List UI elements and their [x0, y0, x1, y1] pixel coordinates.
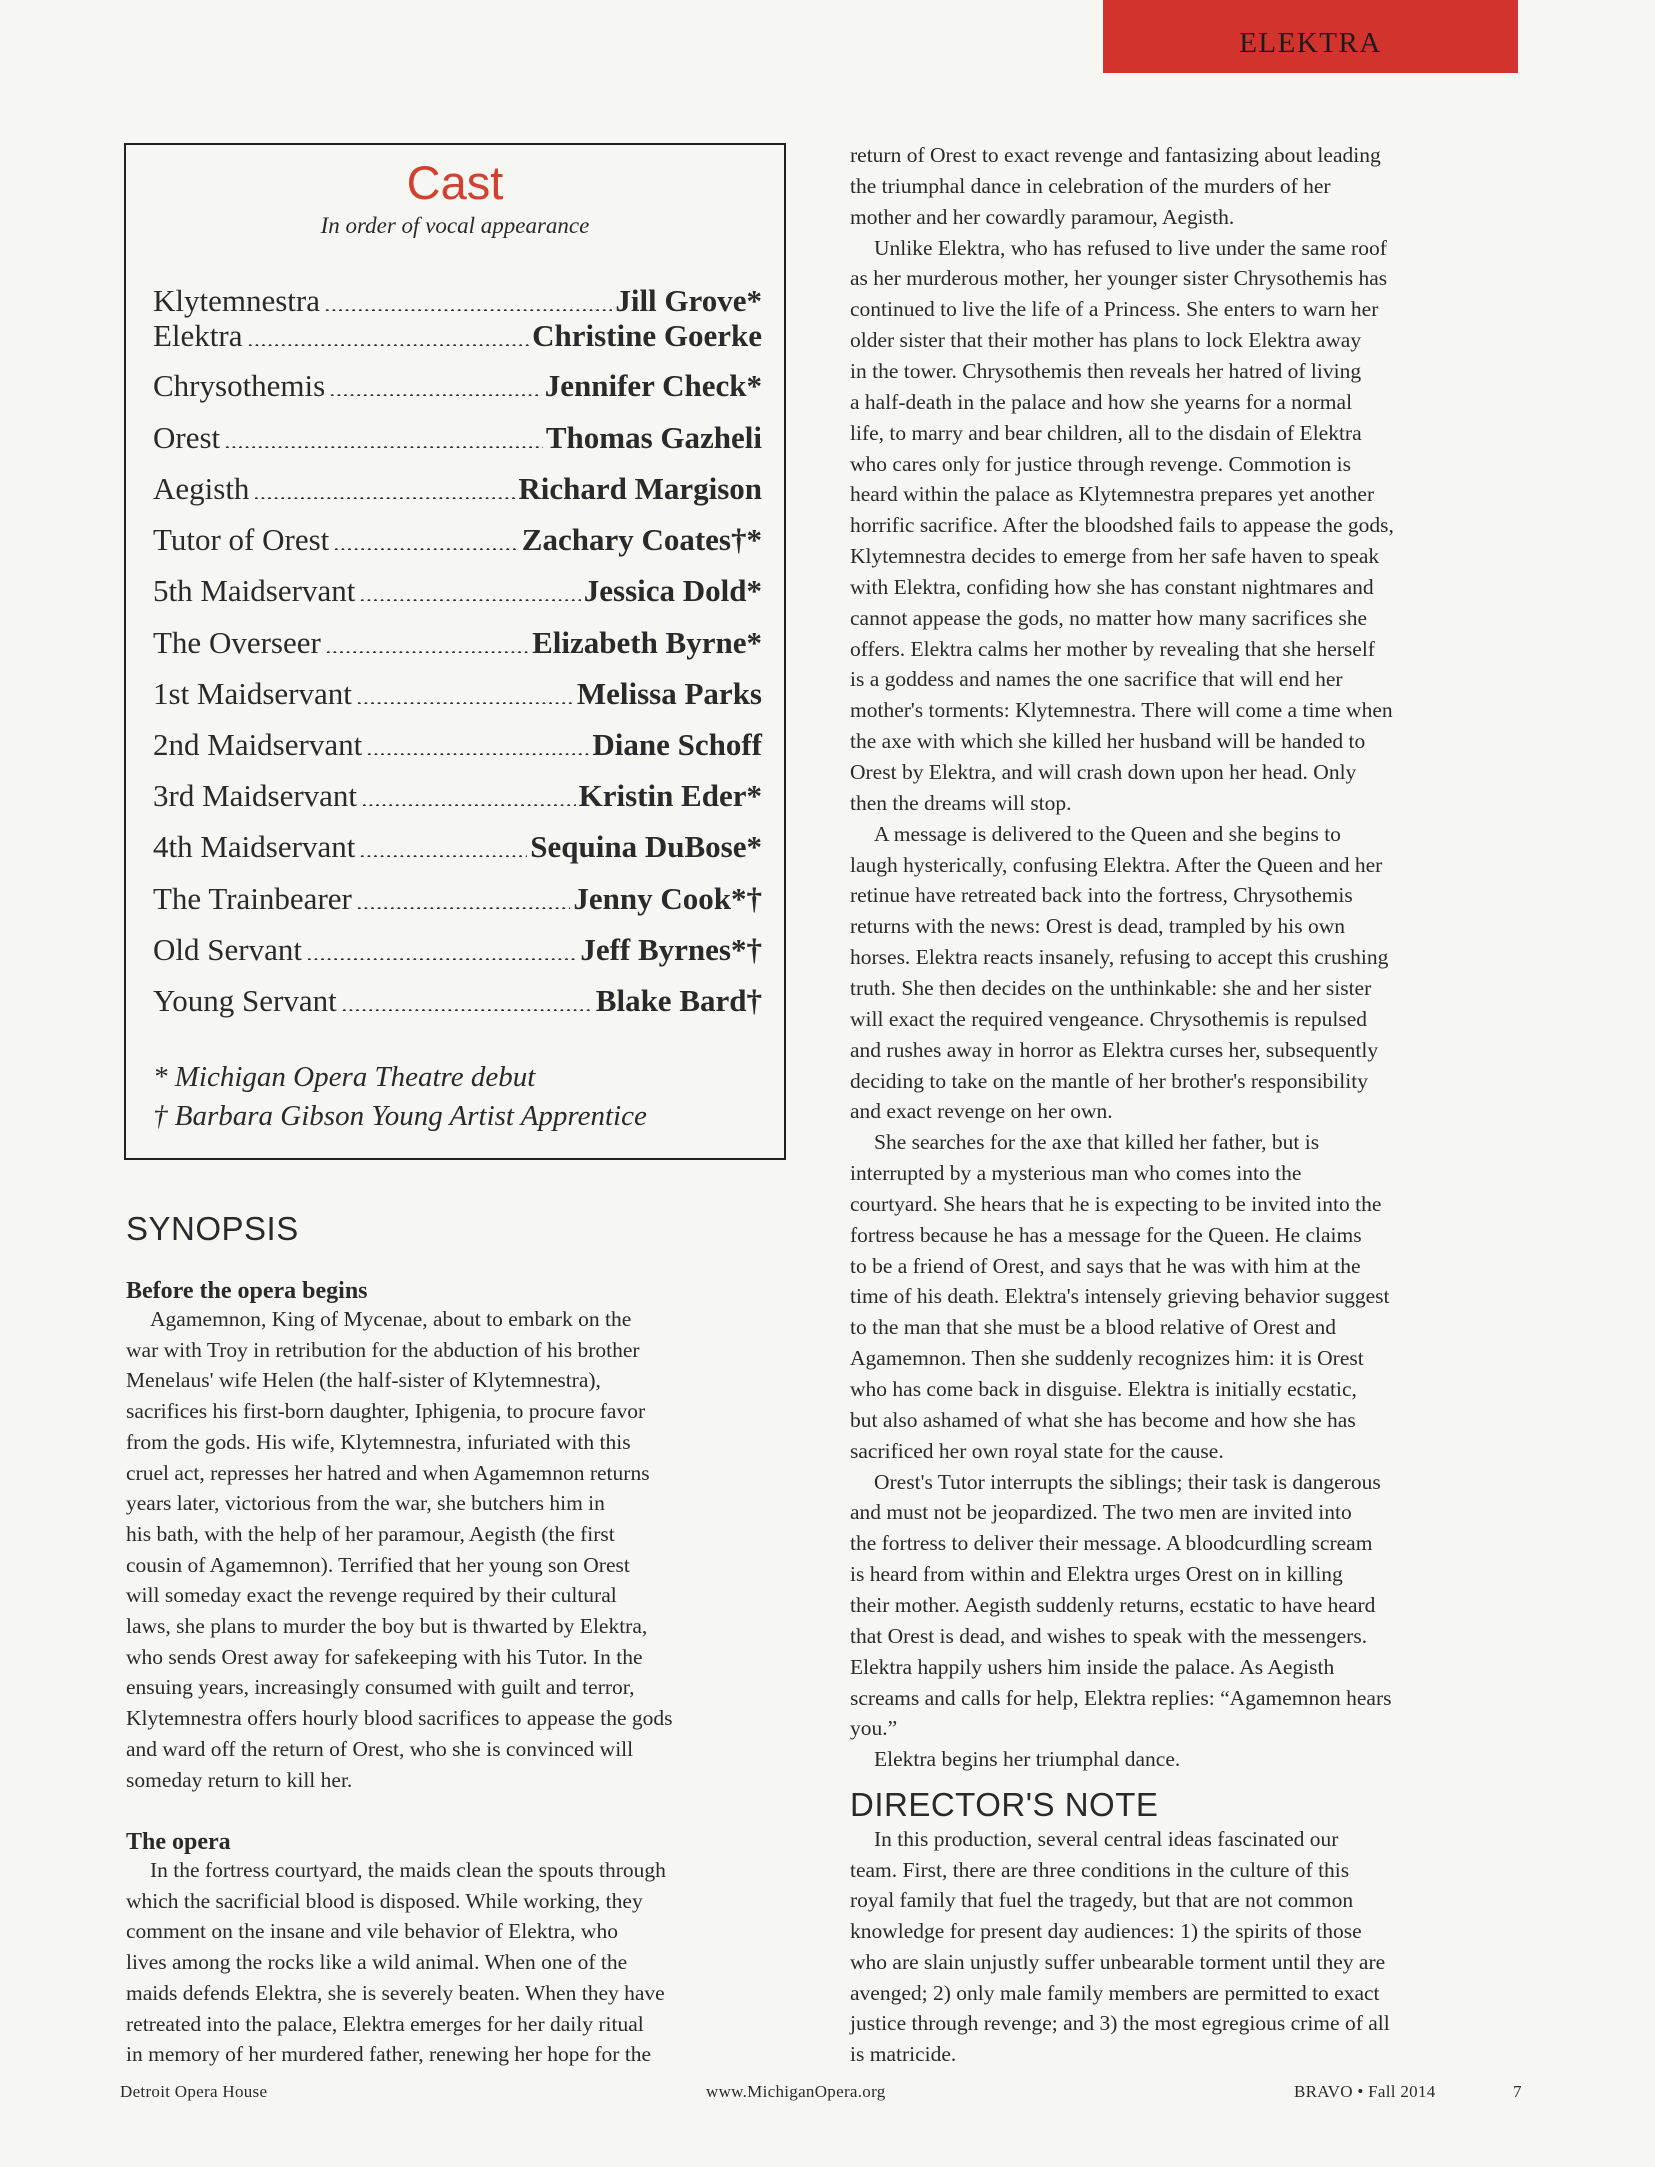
cast-subtitle: In order of vocal appearance	[320, 213, 590, 238]
dot-leader	[341, 1009, 593, 1011]
cast-actor: Kristin Eder*	[578, 778, 762, 813]
text-line: the triumphal dance in celebration of the murders of her	[850, 173, 1331, 198]
text-line: ensuing years, increasingly consumed with guilt and terror,	[126, 1675, 635, 1700]
text-line: offers. Elektra calms her mother by revealing that she herself	[850, 636, 1375, 661]
text-line: is matricide.	[850, 2041, 957, 2066]
text-line: and exact revenge on her own.	[850, 1099, 1113, 1124]
cast-note-debut: * Michigan Opera Theatre debut	[153, 1061, 536, 1093]
text-line: knowledge for present day audiences: 1) the spirits of those	[850, 1919, 1362, 1944]
text-line: horrific sacrifice. After the bloodshed fails to appease the gods,	[850, 513, 1394, 538]
text-line: to be a friend of Orest, and says that he was with him at the	[850, 1253, 1361, 1278]
cast-role: 4th Maidservant	[153, 829, 356, 864]
cast-actor: Diane Schoff	[592, 727, 762, 762]
cast-actor: Jenny Cook*†	[573, 881, 762, 916]
text-line: and rushes away in horror as Elektra curses her, subsequently	[850, 1037, 1379, 1062]
text-line: cousin of Agamemnon). Terrified that her young son Orest	[126, 1552, 630, 1577]
text-line: mother's torments: Klytemnestra. There will come a time when	[850, 698, 1393, 723]
cast-row	[153, 370, 762, 401]
dot-leader	[359, 599, 580, 601]
text-line: but also ashamed of what she has become and how she has	[850, 1407, 1356, 1432]
text-line: Agamemnon. Then she suddenly recognizes him: it is Orest	[850, 1346, 1364, 1371]
text-line: Orest by Elektra, and will crash down upon her head. Only	[850, 760, 1357, 784]
text-line: sacrifices his first-born daughter, Iphigenia, to procure favor	[126, 1399, 646, 1424]
text-line: avenged; 2) only male family members are permitted to exact	[850, 1980, 1380, 2005]
text-line: the fortress to deliver their message. A bloodcurdling scream	[850, 1531, 1373, 1556]
dot-leader	[361, 804, 576, 806]
cast-row	[153, 883, 762, 914]
dot-leader	[329, 394, 541, 396]
cast-role: Klytemnestra	[153, 283, 321, 318]
text-line: is a goddess and names the one sacrifice that will end her	[850, 667, 1343, 692]
text-line: laws, she plans to murder the boy but is thwarted by Elektra,	[126, 1614, 648, 1638]
text-line: older sister that their mother has plans to lock Elektra away	[850, 328, 1362, 353]
cast-role: Old Servant	[153, 932, 302, 967]
text-line: time of his death. Elektra's intensely grieving behavior suggest	[850, 1284, 1390, 1309]
text-line: justice through revenge; and 3) the most egregious crime of all	[850, 2011, 1390, 2036]
cast-row	[153, 575, 762, 606]
cast-row	[153, 524, 762, 555]
dot-leader	[306, 958, 577, 960]
text-line: his bath, with the help of her paramour, Aegisth (the first	[126, 1521, 615, 1546]
cast-actor: Jessica Dold*	[583, 573, 762, 608]
text-line: and must not be jeopardized. The two men are invited into	[850, 1500, 1352, 1525]
text-line: team. First, there are three conditions in the culture of this	[850, 1857, 1350, 1882]
text-line: with Elektra, confiding how she has constant nightmares and	[850, 574, 1374, 599]
dot-leader	[247, 344, 530, 346]
text-line: their mother. Aegisth suddenly returns, ecstatic to have heard	[850, 1592, 1376, 1617]
cast-role: Chrysothemis	[153, 368, 326, 403]
text-line: which the sacrificial blood is disposed. While working, they	[126, 1888, 643, 1913]
text-line: continued to live the life of a Princess. She enters to warn her	[850, 297, 1379, 322]
text-line: laugh hysterically, confusing Elektra. After the Queen and her	[850, 852, 1383, 877]
text-line: heard within the palace as Klytemnestra prepares yet another	[850, 482, 1375, 507]
cast-box	[124, 143, 786, 1160]
dot-leader	[366, 753, 589, 755]
text-line: Unlike Elektra, who has refused to live under the same roof	[874, 235, 1387, 260]
cast-role: The Overseer	[153, 625, 321, 660]
text-line: you.”	[850, 1716, 898, 1741]
section-tab	[1103, 0, 1518, 73]
text-line: Klytemnestra decides to emerge from her safe haven to speak	[850, 544, 1380, 569]
text-line: will exact the required vengeance. Chrysothemis is repulsed	[850, 1006, 1368, 1031]
text-line: Menelaus' wife Helen (the half-sister of Klytemnestra),	[126, 1368, 601, 1393]
text-line: royal family that fuel the tragedy, but that are not common	[850, 1888, 1354, 1913]
page-number: 7	[1513, 2082, 1522, 2101]
cast-note-apprentice: † Barbara Gibson Young Artist Apprentice	[153, 1100, 647, 1132]
opera-heading: The opera	[126, 1829, 231, 1855]
before-heading: Before the opera begins	[126, 1278, 368, 1304]
cast-row	[153, 678, 762, 709]
cast-actor: Jill Grove*	[615, 283, 762, 318]
dot-leader	[356, 907, 571, 909]
cast-row	[153, 831, 762, 862]
text-line: is heard from within and Elektra urges Orest on in killing	[850, 1562, 1343, 1587]
text-line: screams and calls for help, Elektra replies: “Agamemnon hears	[850, 1685, 1392, 1710]
cast-row	[153, 985, 762, 1016]
text-line: in memory of her murdered father, renewing her hope for the	[126, 2042, 652, 2067]
text-line: who cares only for justice through revenge. Commotion is	[850, 451, 1351, 476]
cast-actor: Elizabeth Byrne*	[532, 625, 762, 660]
text-line: years later, victorious from the war, she butchers him in	[126, 1491, 605, 1516]
footer-issue: BRAVO • Fall 2014	[1294, 2082, 1436, 2101]
cast-role: 3rd Maidservant	[153, 778, 358, 813]
cast-row	[153, 627, 762, 658]
cast-actor: Richard Margison	[518, 471, 762, 506]
cast-role: 2nd Maidservant	[153, 727, 363, 762]
text-line: horses. Elektra reacts insanely, refusing to accept this crushing	[850, 945, 1389, 970]
text-line: truth. She then decides on the unthinkable: she and her sister	[850, 975, 1372, 1000]
cast-role: 1st Maidservant	[153, 676, 352, 711]
text-line: Klytemnestra offers hourly blood sacrifices to appease the gods	[126, 1706, 673, 1731]
text-line: In this production, several central ideas fascinated our	[874, 1827, 1339, 1851]
text-line: life, to marry and bear children, all to the disdain of Elektra	[850, 420, 1362, 445]
text-line: cannot appease the gods, no matter how many sacrifices she	[850, 605, 1368, 630]
text-line: maids defends Elektra, she is severely beaten. When they have	[126, 1980, 665, 2005]
cast-role: Aegisth	[153, 471, 250, 506]
cast-role: Elektra	[153, 318, 243, 353]
cast-row	[153, 320, 762, 351]
text-line: lives among the rocks like a wild animal. When one of the	[126, 1950, 628, 1975]
text-line: war with Troy in retribution for the abduction of his brother	[126, 1337, 640, 1362]
synopsis-heading: SYNOPSIS	[126, 1210, 299, 1247]
text-line: comment on the insane and vile behavior of Elektra, who	[126, 1919, 618, 1944]
dot-leader	[325, 651, 529, 653]
dot-leader	[359, 855, 527, 857]
text-line: who sends Orest away for safekeeping with his Tutor. In the	[126, 1644, 643, 1669]
cast-row	[153, 285, 762, 316]
dot-leader	[356, 702, 574, 704]
cast-role: 5th Maidservant	[153, 573, 356, 608]
text-line: Elektra begins her triumphal dance.	[874, 1747, 1181, 1772]
text-line: A message is delivered to the Queen and she begins to	[874, 821, 1341, 846]
director-heading: DIRECTOR'S NOTE	[850, 1786, 1159, 1823]
cast-actor: Sequina DuBose*	[530, 829, 762, 864]
text-line: cruel act, represses her hatred and when Agamemnon returns	[126, 1460, 650, 1485]
cast-role: Orest	[153, 420, 221, 455]
text-line: retinue have retreated back into the fortress, Chrysothemis	[850, 883, 1353, 908]
text-line: then the dreams will stop.	[850, 790, 1072, 815]
text-line: interrupted by a mysterious man who comes into the	[850, 1161, 1302, 1186]
text-line: that Orest is dead, and wishes to speak with the messengers.	[850, 1623, 1368, 1648]
cast-actor: Jeff Byrnes*†	[580, 932, 762, 967]
text-line: a half-death in the palace and how she yearns for a normal	[850, 389, 1353, 414]
cast-actor: Jennifer Check*	[544, 368, 762, 403]
text-line: mother and her cowardly paramour, Aegisth.	[850, 204, 1235, 229]
text-line: sacrificed her own royal state for the cause.	[850, 1438, 1224, 1463]
cast-role: Young Servant	[153, 983, 337, 1018]
text-line: Agamemnon, King of Mycenae, about to embark on the	[150, 1307, 632, 1331]
footer-venue: Detroit Opera House	[120, 2082, 268, 2101]
text-line: as her murderous mother, her younger sister Chrysothemis has	[850, 266, 1388, 291]
cast-row	[153, 780, 762, 811]
cast-title: Cast	[406, 156, 504, 209]
text-line: courtyard. She hears that he is expecting to be invited into the	[850, 1191, 1382, 1216]
cast-row	[153, 729, 762, 760]
dot-leader	[333, 548, 519, 550]
text-line: from the gods. His wife, Klytemnestra, infuriated with this	[126, 1429, 631, 1454]
cast-actor: Melissa Parks	[576, 676, 762, 711]
cast-row	[153, 473, 762, 504]
text-line: return of Orest to exact revenge and fantasizing about leading	[850, 143, 1381, 167]
footer-url[interactable]: www.MichiganOpera.org	[706, 2082, 886, 2101]
text-line: In the fortress courtyard, the maids clean the spouts through	[150, 1858, 666, 1882]
cast-actor: Zachary Coates†*	[521, 522, 762, 557]
text-line: fortress because he has a message for the Queen. He claims	[850, 1222, 1362, 1247]
text-line: who has come back in disguise. Elektra is initially ecstatic,	[850, 1377, 1357, 1401]
text-line: will someday exact the revenge required by their cultural	[126, 1583, 617, 1608]
text-line: in the tower. Chrysothemis then reveals her hatred of living	[850, 358, 1362, 383]
dot-leader	[253, 497, 515, 499]
text-line: She searches for the axe that killed her father, but is	[874, 1130, 1320, 1155]
cast-row	[153, 422, 762, 453]
text-line: the axe with which she killed her husband will be handed to	[850, 729, 1366, 754]
dot-leader	[224, 446, 543, 448]
text-line: to the man that she must be a blood relative of Orest and	[850, 1315, 1337, 1340]
cast-actor: Blake Bard†	[595, 983, 762, 1018]
text-line: Elektra happily ushers him inside the palace. As Aegisth	[850, 1654, 1335, 1679]
text-line: returns with the news: Orest is dead, trampled by his own	[850, 914, 1346, 939]
text-line: retreated into the palace, Elektra emerges for her daily ritual	[126, 2011, 644, 2036]
cast-role: The Trainbearer	[153, 881, 352, 916]
text-line: Orest's Tutor interrupts the siblings; their task is dangerous	[874, 1469, 1381, 1494]
text-line: deciding to take on the mantle of her brother's responsibility	[850, 1068, 1368, 1093]
cast-actor: Christine Goerke	[532, 318, 762, 353]
section-tab-label: ELEKTRA	[1239, 27, 1382, 59]
text-line: who are slain unjustly suffer unbearable torment until they are	[850, 1949, 1386, 1974]
text-line: and ward off the return of Orest, who she is convinced will	[126, 1736, 634, 1761]
cast-row	[153, 934, 762, 965]
cast-role: Tutor of Orest	[153, 522, 330, 557]
cast-actor: Thomas Gazheli	[545, 420, 762, 455]
dot-leader	[324, 309, 612, 311]
text-line: someday return to kill her.	[126, 1767, 353, 1792]
